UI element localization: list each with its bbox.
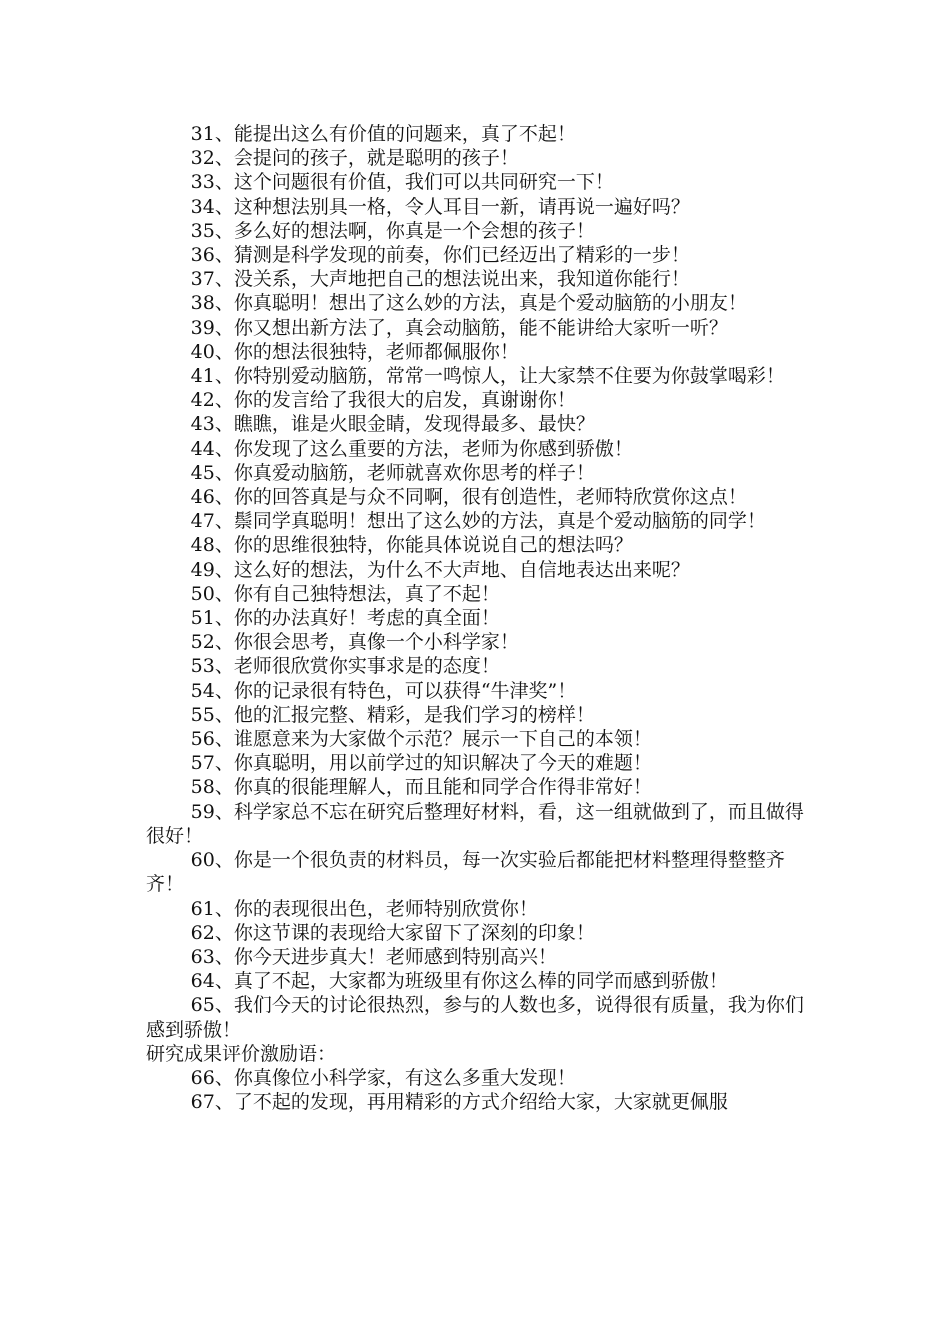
section-heading: 研究成果评价激励语： [146,1042,337,1065]
list-item: 40、你的想法很独特，老师都佩服你！ [190,340,519,363]
list-item: 48、你的思维很独特，你能具体说说自己的想法吗？ [190,534,633,557]
list-item: 41、你特别爱动脑筋，常常一鸣惊人，让大家禁不住要为你鼓掌喝彩！ [190,365,785,388]
list-item: 64、真了不起，大家都为班级里有你这么棒的同学而感到骄傲！ [190,970,728,993]
list-item: 39、你又想出新方法了，真会动脑筋，能不能讲给大家听一听？ [190,316,728,339]
list-item: 31、能提出这么有价值的问题来，真了不起！ [190,123,576,145]
list-item: 44、你发现了这么重要的方法，老师为你感到骄傲！ [190,437,633,460]
list-item: 51、你的办法真好！考虑的真全面！ [190,607,500,630]
list-item: 61、你的表现很出色，老师特别欣赏你！ [190,897,538,920]
list-item: 55、他的汇报完整、精彩，是我们学习的榜样！ [190,703,595,726]
list-item: 33、这个问题很有价值，我们可以共同研究一下！ [190,171,614,194]
list-item: 59、科学家总不忘在研究后整理好材料，看，这一组就做到了，而且做得很好！ [146,800,804,847]
list-item: 60、你是一个很负责的材料员，每一次实验后都能把材料整理得整整齐齐！ [146,849,785,896]
document-page [146,122,816,1114]
list-item: 54、你的记录很有特色，可以获得“牛津奖”！ [190,679,577,702]
list-item: 38、你真聪明！想出了这么妙的方法，真是个爱动脑筋的小朋友！ [190,292,747,315]
list-item: 35、多么好的想法啊，你真是一个会想的孩子！ [190,219,595,242]
list-item: 49、这么好的想法，为什么不大声地、自信地表达出来呢？ [190,558,690,581]
list-item: 43、瞧瞧，谁是火眼金睛，发现得最多、最快？ [190,413,595,436]
list-item: 42、你的发言给了我很大的启发，真谢谢你！ [190,389,576,412]
list-item: 62、你这节课的表现给大家留下了深刻的印象！ [190,921,595,944]
list-item: 63、你今天进步真大！老师感到特别高兴！ [190,945,557,968]
list-item: 56、谁愿意来为大家做个示范？展示一下自己的本领！ [190,728,652,751]
list-item: 36、猜测是科学发现的前奏，你们已经迈出了精彩的一步！ [190,244,690,267]
list-item: 67、了不起的发现，再用精彩的方式介绍给大家，大家就更佩服 [190,1091,728,1114]
list-item: 45、你真爱动脑筋，老师就喜欢你思考的样子！ [190,461,595,484]
list-item: 66、你真像位小科学家，有这么多重大发现！ [190,1066,576,1089]
list-item: 65、我们今天的讨论很热烈，参与的人数也多，说得很有质量，我为你们感到骄傲！ [146,994,804,1041]
list-item: 50、你有自己独特想法，真了不起！ [190,582,500,605]
list-item: 32、会提问的孩子，就是聪明的孩子！ [190,147,519,170]
list-item: 37、没关系，大声地把自己的想法说出来，我知道你能行！ [190,268,690,291]
list-item: 58、你真的很能理解人，而且能和同学合作得非常好！ [190,776,652,799]
list-item: 53、老师很欣赏你实事求是的态度！ [190,655,500,678]
list-item: 57、你真聪明，用以前学过的知识解决了今天的难题！ [190,752,652,775]
list-item: 47、鬃同学真聪明！想出了这么妙的方法，真是个爱动脑筋的同学！ [190,510,766,533]
list-item: 46、你的回答真是与众不同啊，很有创造性，老师特欣赏你这点！ [190,486,747,509]
list-item: 34、这种想法别具一格，令人耳目一新，请再说一遍好吗？ [190,195,690,218]
list-item: 52、你很会思考，真像一个小科学家！ [190,631,519,654]
